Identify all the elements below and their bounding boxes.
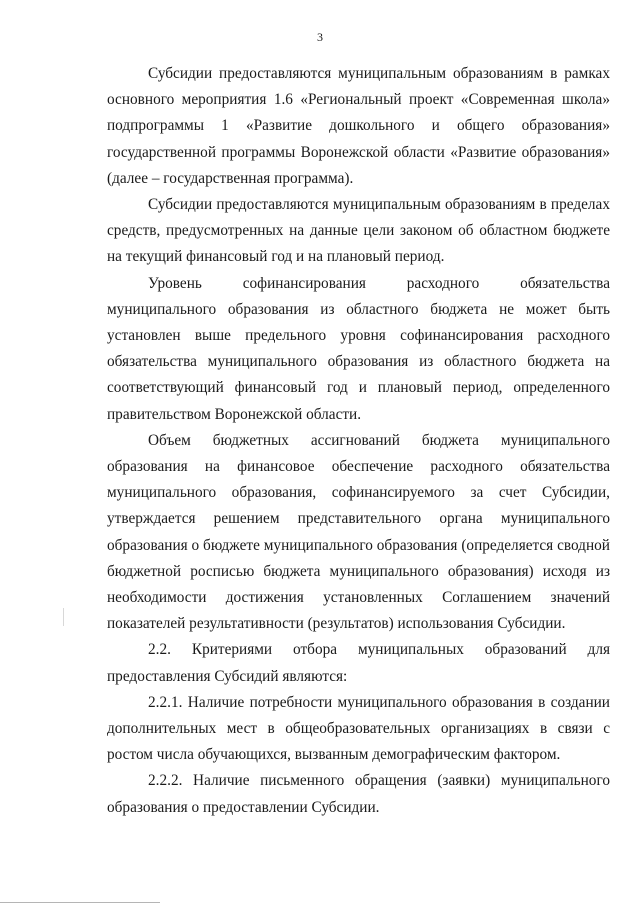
paragraph-cofinancing-level: Уровень софинансирования расходного обязательства муниципального образования из областного бюджета не может быть установлен выше предельного уровня софинансирования расходного обязательства муниципального образования из областного бюджета на соответствующий финансовый год и плановый период, определенного правительством Воронежской области.: [107, 274, 610, 423]
scan-margin-mark: [63, 608, 64, 626]
paragraph-subsidy-limits: Субсидии предоставляются муниципальным образованиям в пределах средств, предусмотренных на данные цели законом об областном бюджете на текущий финансовый год и на плановый период.: [107, 196, 610, 266]
paragraph-subsidy-program: Субсидии предоставляются муниципальным образованиям в рамках основного мероприятия 1.6 «Региональный проект «Современная школа» подпрограммы 1 «Развитие дошкольного и общего образования» государственной программы Воронежской области «Развитие образования» (далее – государственная программа).: [107, 65, 610, 187]
page-number: 3: [317, 30, 323, 44]
paragraph-selection-criteria: 2.2. Критериями отбора муниципальных образований для предоставления Субсидий являются:: [107, 641, 610, 685]
footer-rule: [0, 902, 160, 903]
paragraph-criterion-2-2-2: 2.2.2. Наличие письменного обращения (заявки) муниципального образования о предоставлении Субсидии.: [107, 772, 610, 816]
paragraph-budget-volume: Объем бюджетных ассигнований бюджета муниципального образования на финансовое обеспечение расходного обязательства муниципального образования, софинансируемого за счет Субсидии, утверждается решением представительного органа муниципального образования о бюджете муниципального образования (определяется сводной бюджетной росписью бюджета муниципального образования) исходя из необходимости достижения установленных Соглашением значений показателей результативности (результатов) использования Субсидии.: [107, 431, 610, 633]
document-body: [107, 61, 610, 821]
paragraph-criterion-2-2-1: 2.2.1. Наличие потребности муниципального образования в создании дополнительных мест в общеобразовательных организациях в связи с ростом числа обучающихся, вызванным демографическим фактором.: [107, 693, 610, 764]
